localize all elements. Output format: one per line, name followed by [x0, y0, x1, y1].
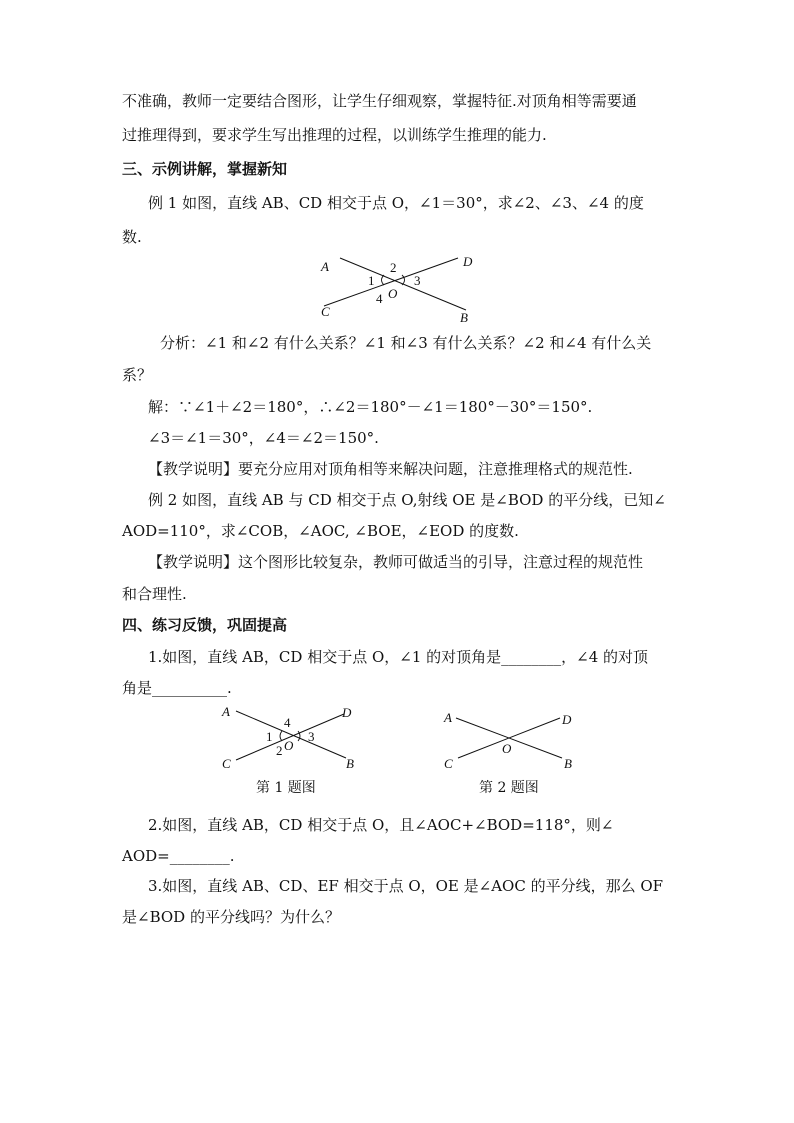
text-line: 例 2 如图，直线 AB 与 CD 相交于点 O,射线 OE 是∠BOD 的平分线，已知∠ — [148, 491, 666, 509]
angle-label-2: 2 — [390, 260, 397, 275]
text-line: 1.如图，直线 AB，CD 相交于点 O，∠1 的对顶角是________，∠4 的对顶 — [148, 648, 649, 666]
text-line: 是∠BOD 的平分线吗？为什么？ — [122, 908, 340, 926]
text-line: 例 1 如图，直线 AB、CD 相交于点 O，∠1＝30°，求∠2、∠3、∠4 的度 — [148, 194, 644, 212]
angle-label-4: 4 — [284, 715, 291, 730]
label-a: A — [444, 710, 452, 725]
label-o: O — [502, 741, 512, 756]
text-line: 和合理性. — [122, 585, 187, 603]
angle-label-1: 1 — [368, 273, 375, 288]
text-line: 解：∵∠1＋∠2＝180°，∴∠2＝180°－∠1＝180°－30°＝150°. — [148, 398, 593, 416]
text-line: 【教学说明】这个图形比较复杂，教师可做适当的引导，注意过程的规范性 — [148, 553, 644, 571]
text-line: 数. — [122, 228, 142, 246]
text-line: 角是__________. — [122, 679, 232, 697]
label-c: C — [444, 756, 453, 771]
angle-label-4: 4 — [376, 291, 383, 306]
label-d: D — [463, 254, 473, 269]
label-c: C — [321, 304, 330, 319]
text-line: AOD=110°，求∠COB，∠AOC, ∠BOE，∠EOD 的度数. — [122, 522, 519, 540]
text-line: AOD=________. — [122, 847, 235, 865]
label-a: A — [321, 259, 329, 274]
text-line: 不准确，教师一定要结合图形，让学生仔细观察，掌握特征.对顶角相等需要通 — [122, 92, 637, 110]
text-line: ∠3＝∠1＝30°，∠4＝∠2＝150°. — [148, 429, 379, 447]
text-line: 分析：∠1 和∠2 有什么关系？∠1 和∠3 有什么关系？∠2 和∠4 有什么关 — [160, 334, 652, 352]
label-a: A — [222, 704, 230, 719]
label-b: B — [346, 756, 354, 771]
text-line: 2.如图，直线 AB，CD 相交于点 O，且∠AOC+∠BOD=118°，则∠ — [148, 816, 614, 834]
label-d: D — [342, 705, 352, 720]
exercise2-intersecting-lines-figure — [438, 706, 588, 774]
angle-label-2: 2 — [276, 743, 283, 758]
label-d: D — [562, 712, 572, 727]
label-o: O — [284, 738, 294, 753]
text-line: 过推理得到，要求学生写出推理的过程，以训练学生推理的能力. — [122, 126, 547, 144]
angle-label-3: 3 — [414, 273, 421, 288]
section-heading: 四、练习反馈，巩固提高 — [122, 616, 288, 634]
text-line: 系？ — [122, 366, 153, 384]
label-c: C — [222, 756, 231, 771]
label-b: B — [564, 756, 572, 771]
exercise1-intersecting-lines-figure — [216, 702, 366, 774]
text-line: 【教学说明】要充分应用对顶角相等来解决问题，注意推理格式的规范性. — [148, 460, 633, 478]
example1-intersecting-lines-figure — [316, 250, 486, 328]
label-o: O — [388, 286, 398, 301]
angle-label-3: 3 — [308, 729, 315, 744]
angle-arc-left — [280, 731, 282, 741]
label-b: B — [460, 310, 468, 325]
figure-caption-1: 第 1 题图 — [256, 780, 316, 796]
figure-caption-2: 第 2 题图 — [479, 780, 539, 796]
text-line: 3.如图，直线 AB、CD、EF 相交于点 O，OE 是∠AOC 的平分线，那么 OF — [148, 877, 664, 895]
section-heading: 三、示例讲解，掌握新知 — [122, 160, 288, 178]
angle-label-1: 1 — [266, 729, 273, 744]
